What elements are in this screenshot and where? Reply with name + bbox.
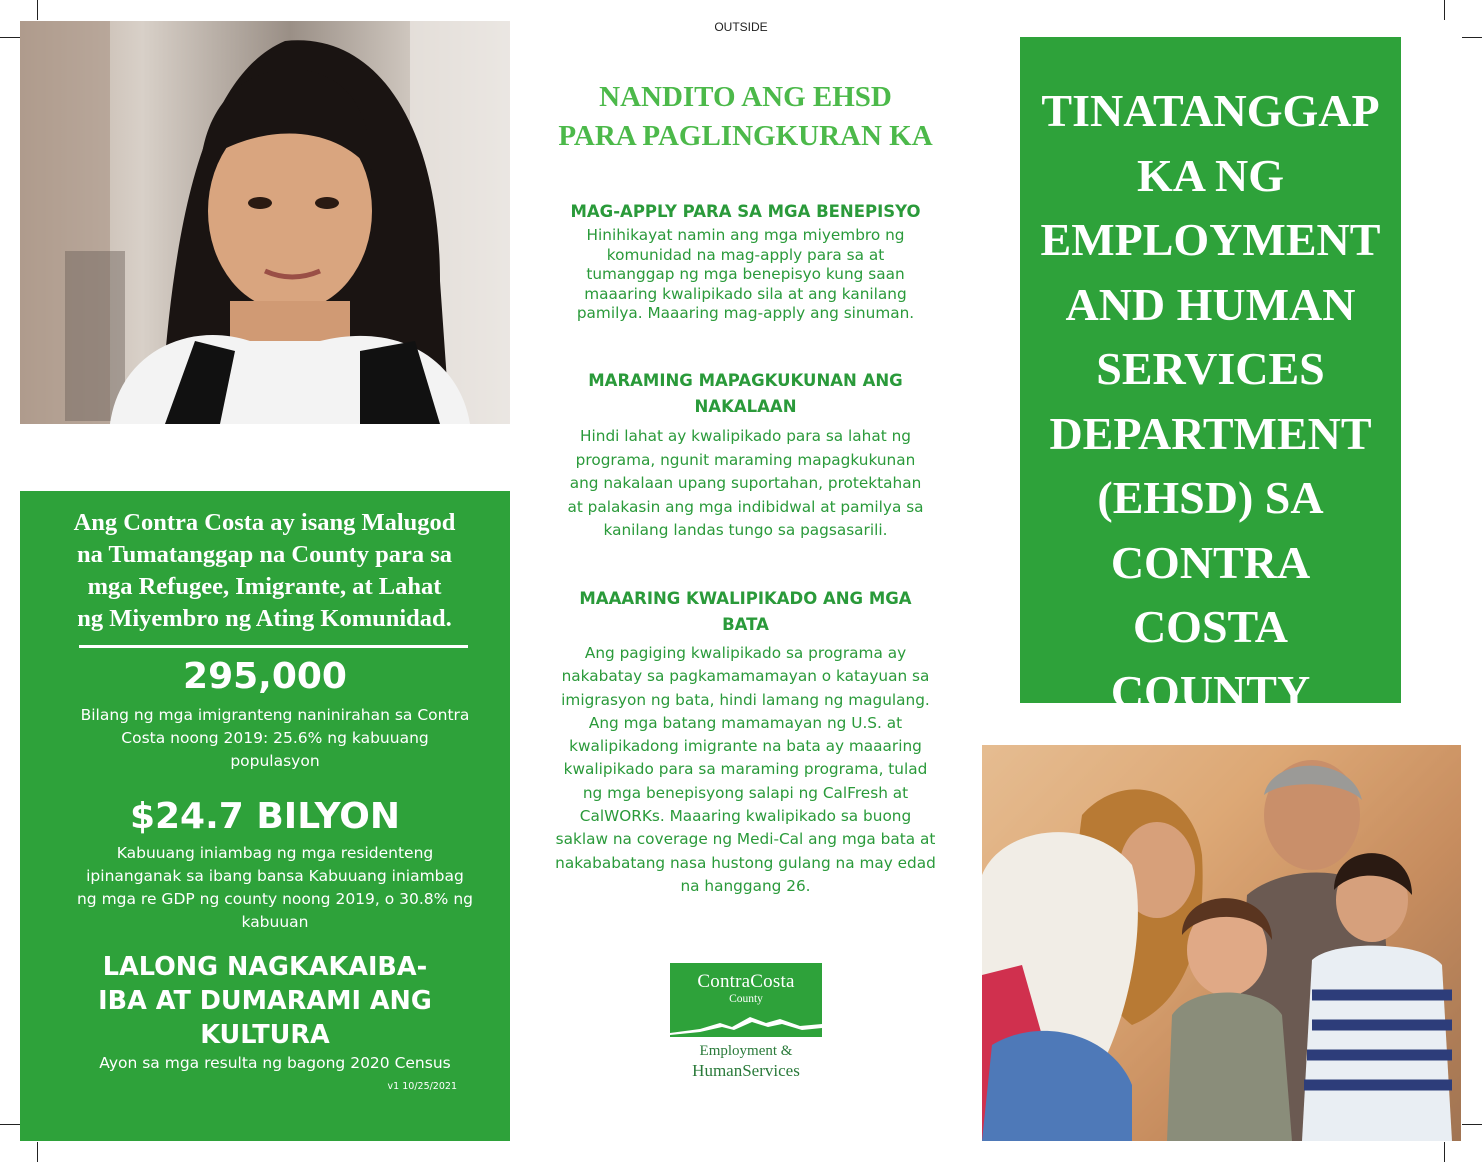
- logo-line1: ContraCosta: [697, 971, 795, 992]
- mountain-icon: [670, 1011, 822, 1037]
- stat-contribution-value: $24.7 BILYON: [129, 796, 401, 837]
- welcome-panel: [20, 491, 510, 1141]
- crop-mark: [37, 1142, 38, 1162]
- section-children-body: Ang pagiging kwalipikado sa programa ay nakabatay sa pagkamamamayan o katayuan sa imigrasyon ng bata, hindi lamang ng magulang. Ang mga batang mamamayan ng U.S. at kwalipikadong imigrante na bata ay maaaring kwalipikado para sa maraming programa, tulad ng mga benepisyong salapi ng CalFresh at CalWORKs. Maaaring kwalipikado sa buong saklaw na coverage ng Medi-Cal ang mga bata at nakababatang nasa hustong gulang na may edad na hanggang 26.: [555, 644, 936, 895]
- welcome-heading: Ang Contra Costa ay isang Malugod na Tumatanggap na County para sa mga Refugee, Imigrante, at Lahat ng Miyembro ng Ating Komunidad.: [73, 509, 456, 632]
- woman-photo: [20, 21, 510, 424]
- logo-line2: County: [729, 993, 763, 1005]
- county-logo: [670, 963, 822, 1037]
- stat-contribution-desc: Kabuuang iniambag ng mga residenteng ipinanganak sa ibang bansa Kabuuang iniambag ng mga re GDP ng county noong 2019, o 30.8% ng kabuuan: [76, 844, 473, 931]
- section-resources-heading: MARAMING MAPAGKUKUNAN ANG NAKALAAN: [588, 371, 903, 416]
- section-resources-body: Hindi lahat ay kwalipikado para sa lahat ng programa, ngunit maraming mapagkukunan ang nakalaan upang suportahan, protektahan at palakasin ang mga indibidwal at pamilya sa kanilang landas tungo sa pagsasarili.: [567, 427, 924, 539]
- stat-immigrants-desc: Bilang ng mga imigranteng naninirahan sa Contra Costa noong 2019: 25.6% ng kabuuang populasyon: [80, 706, 470, 770]
- crop-mark: [1444, 1142, 1445, 1162]
- section-apply-heading: MAG-APPLY PARA SA MGA BENEPISYO: [570, 202, 921, 221]
- family-photo: [982, 745, 1461, 1141]
- ehsd-title: [553, 78, 938, 156]
- stat-diversity-value: LALONG NAGKAKAIBA-IBA AT DUMARAMI ANG KULTURA: [98, 952, 432, 1050]
- page-label: OUTSIDE: [714, 20, 768, 34]
- divider: [79, 645, 468, 648]
- section-apply-body: Hinihikayat namin ang mga miyembro ng komunidad na mag-apply para sa at tumanggap ng mga benepisyo kung saan maaaring kwalipikado sila at ang kanilang pamilya. Maaaring mag-apply ang sinuman.: [576, 226, 915, 322]
- logo-line4: HumanServices: [692, 1061, 800, 1080]
- ehsd-title-line1: NANDITO ANG EHSD: [599, 81, 892, 113]
- version-note: v1 10/25/2021: [387, 1081, 457, 1092]
- crop-mark: [0, 37, 20, 38]
- ehsd-title-line2: PARA PAGLINGKURAN KA: [558, 120, 933, 152]
- welcome-title: TINATANGGAP KA NG EMPLOYMENT AND HUMAN SERVICES DEPARTMENT (EHSD) SA CONTRA COSTA COUNTY: [1040, 85, 1381, 717]
- crop-mark: [1462, 37, 1482, 38]
- welcome-title-box: [1020, 37, 1401, 717]
- crop-mark: [37, 0, 38, 20]
- logo-line3: Employment &: [699, 1043, 793, 1059]
- crop-mark: [1444, 0, 1445, 20]
- crop-mark: [1462, 1124, 1482, 1125]
- crop-mark: [0, 1124, 20, 1125]
- stat-immigrants-value: 295,000: [183, 656, 347, 697]
- section-children-heading: MAAARING KWALIPIKADO ANG MGA BATA: [579, 589, 912, 634]
- stat-diversity-desc: Ayon sa mga resulta ng bagong 2020 Census: [99, 1054, 451, 1072]
